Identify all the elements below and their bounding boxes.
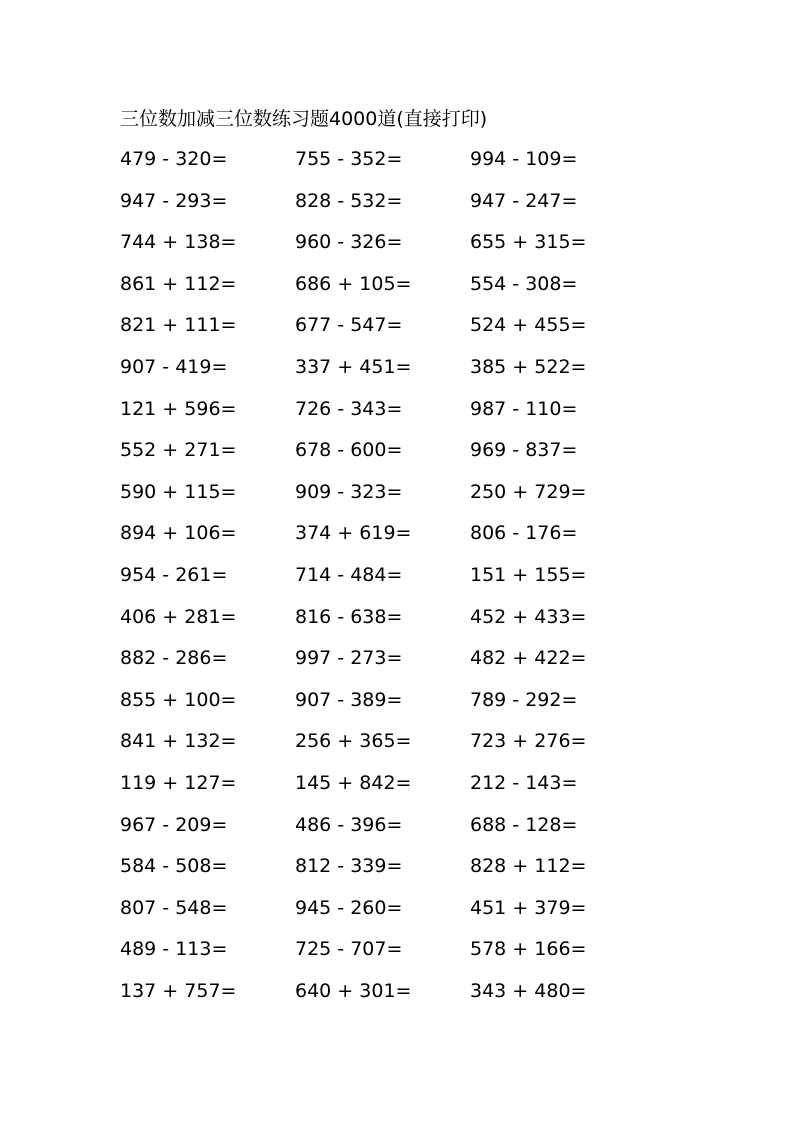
problem-row bbox=[120, 978, 640, 1020]
problem-cell: 960 - 326= bbox=[295, 231, 403, 254]
problem-cell: 894 + 106= bbox=[120, 522, 237, 545]
problem-cell: 806 - 176= bbox=[470, 522, 578, 545]
problem-row bbox=[120, 520, 640, 562]
problem-grid bbox=[120, 146, 640, 1019]
problem-row bbox=[120, 188, 640, 230]
problem-cell: 451 + 379= bbox=[470, 896, 587, 919]
problem-row bbox=[120, 812, 640, 854]
problem-cell: 723 + 276= bbox=[470, 730, 587, 753]
problem-cell: 121 + 596= bbox=[120, 397, 237, 420]
problem-cell: 882 - 286= bbox=[120, 647, 228, 670]
problem-cell: 987 - 110= bbox=[470, 397, 578, 420]
problem-cell: 755 - 352= bbox=[295, 148, 403, 170]
page-title: 三位数加减三位数练习题4000道(直接打印) bbox=[120, 108, 488, 130]
problem-cell: 486 - 396= bbox=[295, 813, 403, 836]
problem-cell: 151 + 155= bbox=[470, 563, 587, 586]
problem-cell: 578 + 166= bbox=[470, 938, 587, 961]
problem-cell: 554 - 308= bbox=[470, 272, 578, 295]
problem-row bbox=[120, 229, 640, 271]
problem-row bbox=[120, 354, 640, 396]
problem-cell: 406 + 281= bbox=[120, 605, 237, 628]
problem-cell: 945 - 260= bbox=[295, 896, 403, 919]
problem-row bbox=[120, 146, 640, 188]
problem-cell: 137 + 757= bbox=[120, 979, 237, 1002]
problem-row bbox=[120, 645, 640, 687]
problem-cell: 590 + 115= bbox=[120, 480, 237, 503]
problem-cell: 861 + 112= bbox=[120, 272, 237, 295]
problem-row bbox=[120, 770, 640, 812]
problem-cell: 812 - 339= bbox=[295, 855, 403, 878]
problem-cell: 714 - 484= bbox=[295, 563, 403, 586]
problem-row bbox=[120, 687, 640, 729]
problem-row bbox=[120, 853, 640, 895]
problem-cell: 841 + 132= bbox=[120, 730, 237, 753]
problem-cell: 479 - 320= bbox=[120, 148, 228, 170]
problem-cell: 374 + 619= bbox=[295, 522, 412, 545]
problem-cell: 256 + 365= bbox=[295, 730, 412, 753]
problem-cell: 855 + 100= bbox=[120, 688, 237, 711]
problem-cell: 584 - 508= bbox=[120, 855, 228, 878]
problem-cell: 677 - 547= bbox=[295, 314, 403, 337]
problem-cell: 947 - 293= bbox=[120, 189, 228, 212]
problem-cell: 967 - 209= bbox=[120, 813, 228, 836]
problem-cell: 678 - 600= bbox=[295, 439, 403, 462]
problem-cell: 726 - 343= bbox=[295, 397, 403, 420]
problem-cell: 744 + 138= bbox=[120, 231, 237, 254]
problem-cell: 969 - 837= bbox=[470, 439, 578, 462]
problem-cell: 337 + 451= bbox=[295, 355, 412, 378]
problem-cell: 789 - 292= bbox=[470, 688, 578, 711]
problem-cell: 907 - 389= bbox=[295, 688, 403, 711]
problem-cell: 655 + 315= bbox=[470, 231, 587, 254]
problem-cell: 994 - 109= bbox=[470, 148, 578, 170]
problem-row bbox=[120, 271, 640, 313]
problem-row bbox=[120, 312, 640, 354]
problem-cell: 828 - 532= bbox=[295, 189, 403, 212]
problem-cell: 250 + 729= bbox=[470, 480, 587, 503]
problem-cell: 640 + 301= bbox=[295, 979, 412, 1002]
problem-cell: 816 - 638= bbox=[295, 605, 403, 628]
problem-row bbox=[120, 728, 640, 770]
problem-cell: 385 + 522= bbox=[470, 355, 587, 378]
problem-cell: 145 + 842= bbox=[295, 771, 412, 794]
problem-cell: 821 + 111= bbox=[120, 314, 237, 337]
problem-row bbox=[120, 437, 640, 479]
problem-cell: 947 - 247= bbox=[470, 189, 578, 212]
problem-cell: 907 - 419= bbox=[120, 355, 228, 378]
problem-row bbox=[120, 895, 640, 937]
problem-cell: 343 + 480= bbox=[470, 979, 587, 1002]
problem-cell: 909 - 323= bbox=[295, 480, 403, 503]
problem-cell: 452 + 433= bbox=[470, 605, 587, 628]
problem-cell: 686 + 105= bbox=[295, 272, 412, 295]
problem-cell: 482 + 422= bbox=[470, 647, 587, 670]
problem-cell: 552 + 271= bbox=[120, 439, 237, 462]
problem-row bbox=[120, 479, 640, 521]
problem-cell: 688 - 128= bbox=[470, 813, 578, 836]
problem-cell: 954 - 261= bbox=[120, 563, 228, 586]
problem-cell: 997 - 273= bbox=[295, 647, 403, 670]
problem-cell: 725 - 707= bbox=[295, 938, 403, 961]
problem-row bbox=[120, 604, 640, 646]
problem-row bbox=[120, 562, 640, 604]
problem-cell: 828 + 112= bbox=[470, 855, 587, 878]
problem-cell: 119 + 127= bbox=[120, 771, 237, 794]
problem-cell: 212 - 143= bbox=[470, 771, 578, 794]
problem-row bbox=[120, 396, 640, 438]
problem-row bbox=[120, 936, 640, 978]
problem-cell: 524 + 455= bbox=[470, 314, 587, 337]
problem-cell: 489 - 113= bbox=[120, 938, 228, 961]
problem-cell: 807 - 548= bbox=[120, 896, 228, 919]
